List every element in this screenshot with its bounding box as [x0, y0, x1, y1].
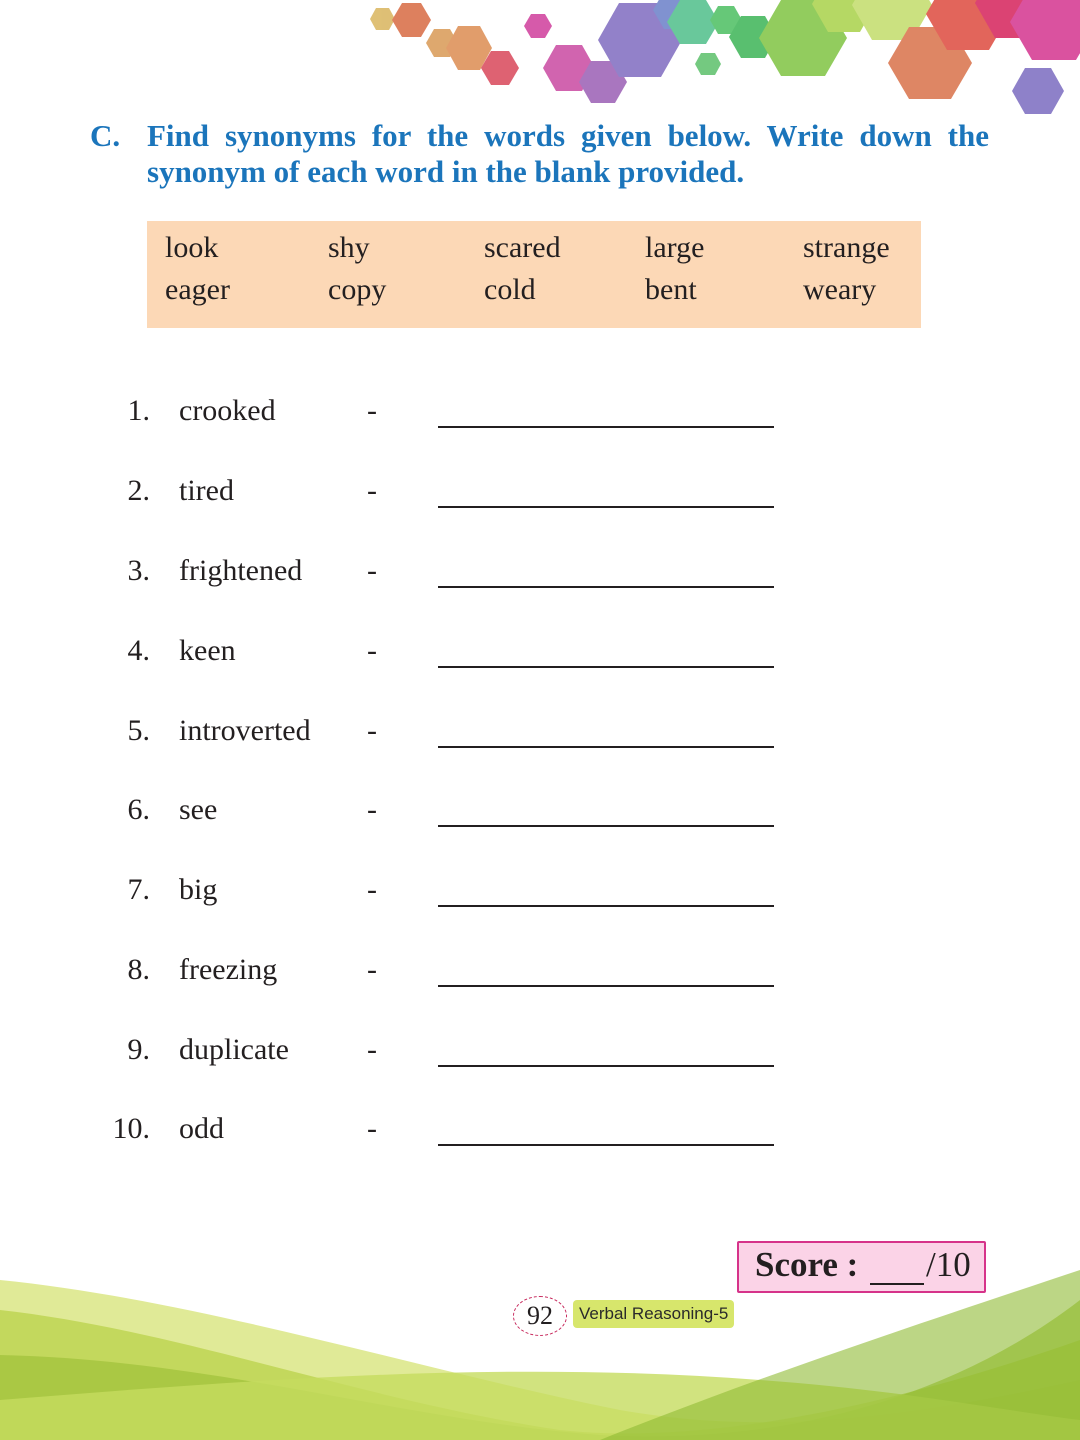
question-word: duplicate — [179, 1033, 289, 1066]
question-dash: - — [367, 793, 377, 826]
question-word: tired — [179, 474, 234, 507]
question-dash: - — [367, 1033, 377, 1066]
word-bank-item: weary — [803, 273, 877, 306]
question-word: odd — [179, 1112, 224, 1145]
word-bank-item: scared — [484, 231, 561, 264]
answer-blank[interactable] — [438, 746, 774, 748]
question-row — [0, 554, 1080, 604]
answer-blank[interactable] — [438, 985, 774, 987]
question-row — [0, 873, 1080, 923]
question-number: 9. — [127, 1033, 150, 1066]
word-bank-item: shy — [328, 231, 370, 264]
word-bank-item: cold — [484, 273, 536, 306]
question-dash: - — [367, 1112, 377, 1145]
question-row — [0, 953, 1080, 1003]
word-bank-box — [147, 221, 921, 328]
question-number: 8. — [127, 953, 150, 986]
question-row — [0, 1033, 1080, 1083]
answer-blank[interactable] — [438, 506, 774, 508]
question-number: 4. — [127, 634, 150, 667]
answer-blank[interactable] — [438, 426, 774, 428]
answer-blank[interactable] — [438, 1144, 774, 1146]
instruction-line-1: Find synonyms for the words given below. Write down the — [147, 118, 989, 153]
answer-blank[interactable] — [438, 586, 774, 588]
question-word: freezing — [179, 953, 278, 986]
instruction-text — [147, 118, 989, 190]
question-row — [0, 793, 1080, 843]
question-row — [0, 394, 1080, 444]
score-label: Score : — [755, 1245, 859, 1284]
word-bank-item: copy — [328, 273, 387, 306]
question-row — [0, 714, 1080, 764]
decorative-hexagons — [0, 0, 1080, 130]
word-bank-item: strange — [803, 231, 890, 264]
instruction-line-2: synonym of each word in the blank provided. — [147, 154, 745, 189]
question-number: 3. — [127, 554, 150, 587]
answer-blank[interactable] — [438, 666, 774, 668]
answer-blank[interactable] — [438, 905, 774, 907]
word-bank-item: large — [645, 231, 705, 264]
answer-blank[interactable] — [438, 1065, 774, 1067]
score-box — [737, 1241, 986, 1293]
answer-blank[interactable] — [438, 825, 774, 827]
question-row — [0, 1112, 1080, 1162]
question-row — [0, 634, 1080, 684]
question-row — [0, 474, 1080, 524]
question-number: 2. — [127, 474, 150, 507]
word-bank-item: bent — [645, 273, 697, 306]
question-dash: - — [367, 554, 377, 587]
question-dash: - — [367, 873, 377, 906]
word-bank-item: look — [165, 231, 219, 264]
question-number: 7. — [127, 873, 150, 906]
question-number: 10. — [112, 1112, 150, 1145]
score-blank[interactable] — [870, 1283, 924, 1285]
question-dash: - — [367, 634, 377, 667]
question-word: crooked — [179, 394, 276, 427]
question-word: big — [179, 873, 218, 906]
word-bank-item: eager — [165, 273, 230, 306]
score-total: /10 — [926, 1245, 971, 1284]
question-dash: - — [367, 474, 377, 507]
page-number: 92 — [513, 1296, 567, 1336]
question-word: keen — [179, 634, 236, 667]
exercise-letter: C. — [90, 118, 121, 153]
question-dash: - — [367, 394, 377, 427]
question-word: frightened — [179, 554, 303, 587]
question-dash: - — [367, 714, 377, 747]
question-number: 1. — [127, 394, 150, 427]
question-word: see — [179, 793, 218, 826]
question-number: 5. — [127, 714, 150, 747]
question-number: 6. — [127, 793, 150, 826]
question-word: introverted — [179, 714, 311, 747]
question-dash: - — [367, 953, 377, 986]
book-title: Verbal Reasoning-5 — [573, 1300, 734, 1328]
